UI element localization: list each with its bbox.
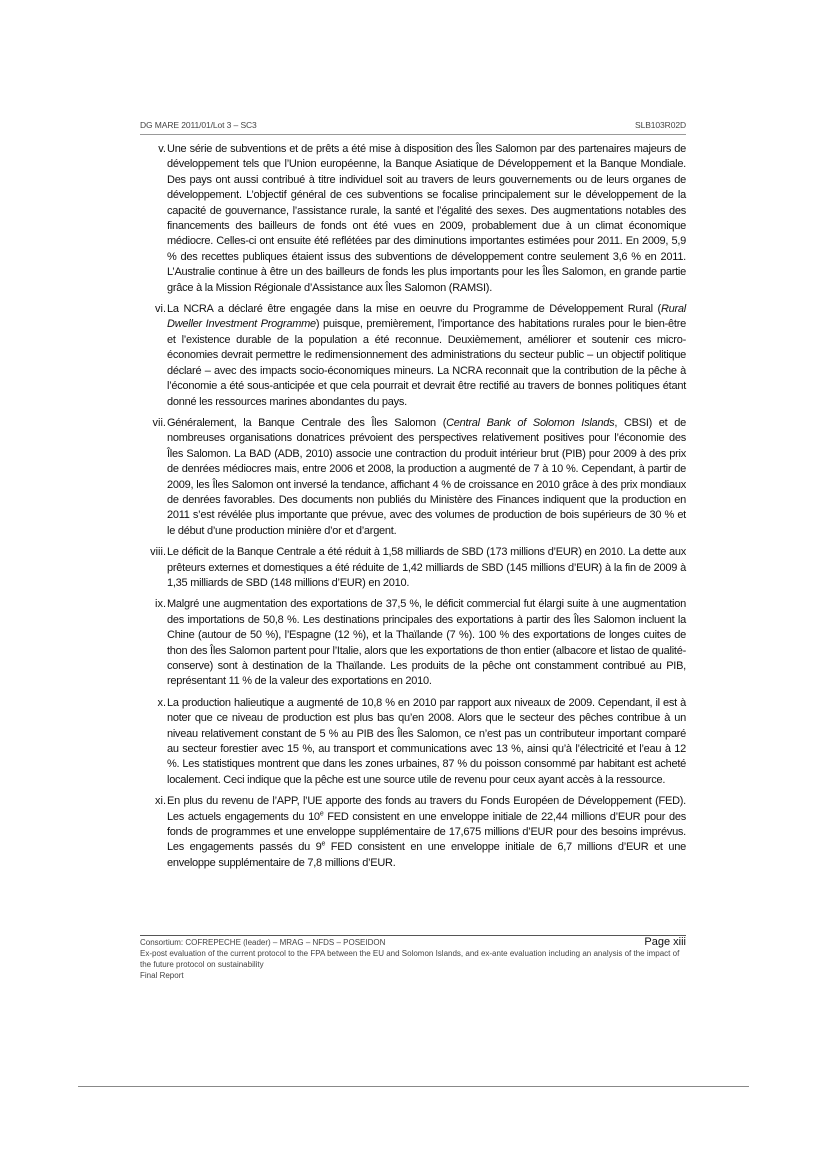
item-text: Une série de subventions et de prêts a été mise à disposition des Îles Salomon par des partenaires majeurs de développement tels que l’Union européenne, la Banque Asiatique de Développement et la Banque Mondiale. Des pays ont aussi contribué à titre individuel soit au travers de leurs gouvernements ou de leurs organes de développement. L’objectif général de ces subventions se focalise principalement sur le développement de la capacité de gouvernance, l’assistance rurale, la santé et l’égalité des sexes. Des augmentations notables des financements des bailleurs de fonds ont été vues en 2009, probablement due à un climat économique médiocre. Celles-ci ont ensuite été reflétées par des diminutions importantes estimées pour 2011. En 2009, 5,9 % des recettes publiques étaient issus des subventions de développement contre seulement 3,6 % en 2011. L’Australie continue à être un des bailleurs de fonds les plus importants pour les Îles Salomon, en grande partie grâce à la Mission Régionale d’Assistance aux Îles Salomon (RAMSI). bbox=[167, 143, 686, 294]
footer-description: Ex-post evaluation of the current protocol to the FPA between the EU and Solomon Islands, and ex-ante evaluation including an analysis of the impact of the future protocol on sustainability bbox=[140, 949, 680, 969]
list-item bbox=[140, 302, 686, 410]
item-number: vii. bbox=[152, 416, 166, 429]
superscript: e bbox=[319, 810, 324, 817]
header-divider bbox=[140, 134, 686, 135]
item-text-italic: Rural Dweller Investment Programme bbox=[167, 303, 686, 331]
footer-divider bbox=[140, 935, 686, 936]
page-footer bbox=[140, 937, 686, 981]
page-number: Page xiii bbox=[644, 936, 686, 948]
item-number: xi. bbox=[155, 795, 166, 808]
document-body bbox=[140, 142, 686, 877]
item-text bbox=[167, 302, 686, 410]
item-text-part: FED consistent en une enveloppe initiale de 6,7 millions d’EUR et une enveloppe supplémentaire de 7,8 millions d’EUR. bbox=[167, 841, 686, 869]
item-text-italic: Central Bank of Solomon Islands bbox=[446, 416, 615, 429]
footer-consortium: Consortium: COFREPECHE (leader) – MRAG – NFDS – POSEIDON bbox=[140, 938, 386, 947]
header-reference: DG MARE 2011/01/Lot 3 – SC3 bbox=[140, 120, 257, 130]
item-text-part: La NCRA a déclaré être engagée dans la mise en oeuvre du Programme de Développement Rural ( bbox=[167, 303, 661, 316]
item-text: Le déficit de la Banque Centrale a été réduit à 1,58 milliards de SBD (173 millions d’EUR) en 2010. La dette aux prêteurs externes et domestiques a été réduite de 1,42 milliards de SBD (145 millions d’EUR) à la fin de 2009 à 1,35 milliards de SBD (148 millions d’EUR) en 2010. bbox=[167, 546, 686, 589]
list-item bbox=[140, 416, 686, 539]
list-item bbox=[140, 545, 686, 591]
item-text-part: ) puisque, premièrement, l’importance des habitations rurales pour le bien-être et l’existence durable de la population a été reconnue. Deuxièmement, améliorer et soutenir ces micro-économies devrait permettre le redimensionnement des administrations du secteur public – un objectif politique déclaré – avec des impacts socio-économiques mineurs. La NCRA reconnait que la contribution de la pêche à l’économie a été sous-anticipée et que cela pourrait et devrait être rectifié au travers de bonnes politiques étant donné les ressources marines abondantes du pays. bbox=[167, 318, 686, 408]
item-text-part: FED consistent en une enveloppe initiale de 22,44 millions d’EUR pour des fonds de programmes et une enveloppe supplémentaire de 17,675 millions d’EUR pour des besoins imprévus. Les engagements passés du 9 bbox=[167, 810, 686, 854]
item-text: Malgré une augmentation des exportations de 37,5 %, le déficit commercial fut élargi suite à une augmentation des importations de 50,8 %. Les destinations principales des exportations à partir des Îles Salomon incluent la Chine (autour de 50 %), l’Espagne (12 %), et la Thaïlande (7 %). 100 % des exportations de longes cuites de thon des Îles Salomon partent pour l’Italie, alors que les exportations de thon entier (albacore et listao de qualité-conserve) sont à destination de la Thaïlande. Les produits de la pêche ont constamment contribué au PIB, représentant 11 % de la valeur des exportations en 2010. bbox=[167, 598, 686, 688]
page-bottom-divider bbox=[78, 1086, 749, 1087]
item-text-part: En plus du revenu de l’APP, l’UE apporte des fonds au travers du Fonds Européen de Développement (FED). Les actuels engagements du 10 bbox=[167, 795, 686, 823]
item-text-part: , CBSI) et de nombreuses organisations donatrices prévoient des perspectives relativement positives pour l’économie des Îles Salomon. La BAD (ADB, 2010) associe une contraction du produit intérieur brut (PIB) pour 2009 à des prix de denrées médiocres mais, entre 2006 et 2008, la production a augmenté de 7 à 10 %. Cependant, à partir de 2009, les Îles Salomon ont inversé la tendance, affichant 4 % de croissance en 2010 grâce à des prix mondiaux de denrées favorables. Des documents non publiés du Ministère des Finances indiquent que la production en 2011 s’est révélée plus importante que prévue, avec des volumes de production de bois supérieurs de 30 % et le début d’une production minière d’or et d’argent. bbox=[167, 416, 686, 537]
item-text bbox=[167, 794, 686, 871]
list-item bbox=[140, 794, 686, 871]
header-document-code: SLB103R02D bbox=[635, 120, 686, 130]
list-item bbox=[140, 142, 686, 296]
item-number: vi. bbox=[155, 303, 166, 316]
footer-report-type: Final Report bbox=[140, 971, 184, 980]
item-number: x. bbox=[157, 696, 166, 709]
list-item bbox=[140, 696, 686, 788]
list-item bbox=[140, 597, 686, 689]
item-number: v. bbox=[158, 143, 166, 155]
item-text-part: Généralement, la Banque Centrale des Îles Salomon ( bbox=[167, 416, 447, 429]
item-text: La production halieutique a augmenté de 10,8 % en 2010 par rapport aux niveaux de 2009. Cependant, il est à noter que ce niveau de production est plus bas qu’en 2008. Alors que le secteur des pêches contribue à un niveau relativement constant de 5 % au PIB des Îles Salomon, ce n’est pas un contributeur important comparé au secteur forestier avec 15 %, au transport et communications avec 13 %, ainsi qu’à l’électricité et l’eau à 12 %. Les statistiques montrent que dans les zones urbaines, 87 % du poisson consommé par habitant est acheté localement. Ceci indique que la pêche est une source utile de revenu pour ceux ayant accès à la ressource. bbox=[167, 696, 686, 786]
item-text bbox=[167, 416, 686, 539]
item-number: viii. bbox=[150, 546, 166, 559]
superscript: e bbox=[321, 840, 326, 848]
item-number: ix. bbox=[155, 598, 166, 611]
